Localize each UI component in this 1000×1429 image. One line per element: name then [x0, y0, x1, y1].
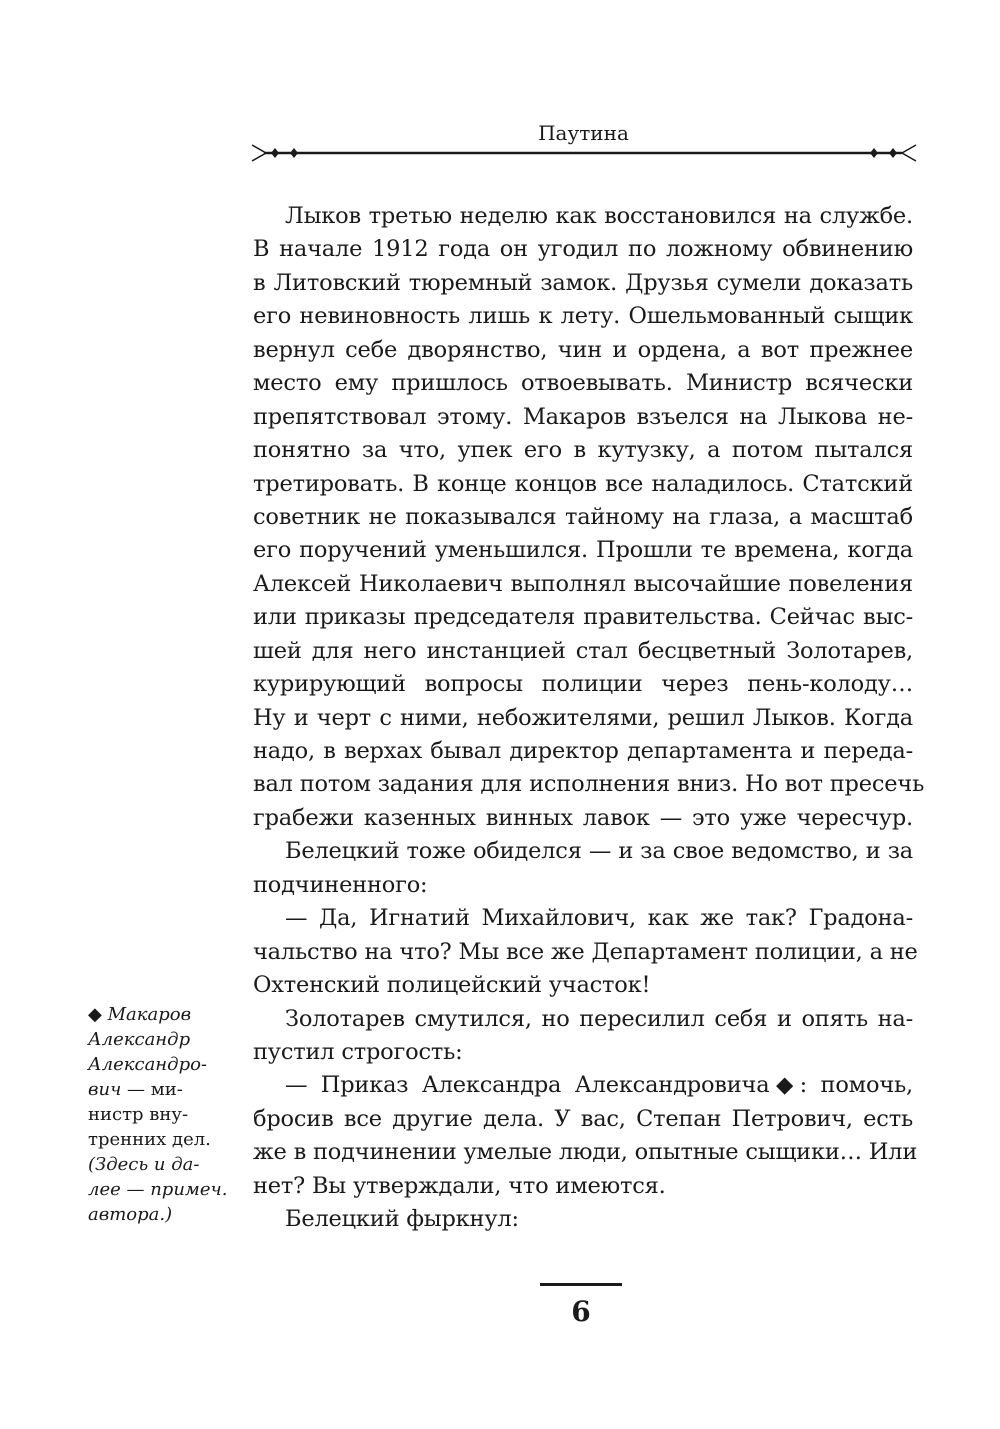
text-line: же в подчинении умелые люди, опытные сыщики… Или: [253, 1139, 918, 1166]
sidenote-text: (Здесь и да-: [88, 1154, 200, 1175]
text-line: его поручений уменьшился. Прошли те времена, когда: [253, 537, 913, 564]
text-line: в Литовский тюремный замок. Друзья сумели доказать: [253, 269, 913, 296]
sidenote-text: тренних дел.: [88, 1129, 211, 1150]
text-line: — Приказ Александра Александровича◆: помочь,: [285, 1072, 913, 1099]
text-line: Белецкий фыркнул:: [285, 1206, 519, 1233]
sidenote-text: — ми-: [121, 1079, 183, 1100]
text-line: нет? Вы утверждали, что имеются.: [253, 1172, 666, 1199]
text-line: Охтенский полицейский участок!: [253, 972, 651, 999]
text-line: надо, в верхах бывал директор департамента и переда-: [253, 738, 913, 764]
sidenote-text: вич: [88, 1079, 122, 1100]
sidenote-text: нистр вну-: [88, 1104, 189, 1125]
sidenote-text: лее — примеч.: [88, 1179, 228, 1200]
footnote-sidenote: [88, 1002, 228, 1227]
text-line: Ну и черт с ними, небожителями, решил Лыков. Когда: [253, 704, 913, 731]
text-line: бросив все другие дела. У вас, Степан Петрович, есть: [253, 1105, 913, 1132]
page-number: 6: [571, 1295, 591, 1328]
text-line: подчиненного:: [253, 871, 428, 898]
text-line: Белецкий тоже обиделся — и за свое ведомство, и за: [285, 838, 913, 865]
sidenote-text: автора.): [88, 1204, 173, 1225]
sidenote-line: [88, 1152, 228, 1177]
text-line: курирующий вопросы полиции через пень-колоду…: [253, 671, 913, 698]
body-text: [253, 200, 925, 1237]
text-line: или приказы председателя правительства. Сейчас выс-: [253, 604, 913, 631]
sidenote-text: Макаров: [107, 1004, 192, 1025]
text-line: препятствовал этому. Макаров взъелся на Лыкова не-: [253, 403, 913, 430]
text-line: советник не показывался тайному на глаза, а масштаб: [253, 503, 913, 530]
sidenote-line: [88, 1077, 228, 1102]
text-line: грабежи казенных винных лавок — это уже чересчур.: [253, 804, 913, 831]
text-line: его невиновность лишь к лету. Ошельмованный сыщик: [253, 303, 913, 330]
text-line: шей для него инстанцией стал бесцветный Золотарев,: [253, 637, 913, 664]
sidenote-text: Александро-: [88, 1054, 208, 1075]
text-line: чальство на что? Мы все же Департамент полиции, а не: [253, 938, 918, 965]
text-line: место ему пришлось отвоевывать. Министр всячески: [253, 370, 913, 397]
sidenote-line: [88, 1102, 228, 1127]
sidenote-line: [88, 1177, 228, 1202]
text-line: Золотарев смутился, но пересилил себя и опять на-: [285, 1005, 913, 1032]
running-head: Паутина: [538, 121, 629, 145]
text-line: Лыков третью неделю как восстановился на службе.: [285, 203, 913, 229]
sidenote-text: ◆: [88, 1004, 108, 1025]
text-line: пустил строгость:: [253, 1038, 463, 1065]
sidenote-line: [88, 1202, 228, 1227]
text-line: — Да, Игнатий Михайлович, как же так? Градона-: [285, 905, 913, 932]
sidenote-text: Александр: [88, 1029, 191, 1050]
sidenote-line: [88, 1127, 228, 1152]
folio-rule: [540, 1283, 622, 1286]
text-line: третировать. В конце концов все наладилось. Статский: [253, 470, 913, 497]
text-line: понятно за что, упек его в кутузку, а потом пытался: [253, 437, 913, 464]
sidenote-line: [88, 1052, 228, 1077]
text-line: вал потом задания для исполнения вниз. Но вот пресечь: [253, 771, 925, 798]
text-line: В начале 1912 года он угодил по ложному обвинению: [253, 236, 913, 263]
ornamental-rule: [250, 140, 918, 166]
sidenote-line: [88, 1027, 228, 1052]
text-line: вернул себе дворянство, чин и ордена, а вот прежнее: [253, 336, 913, 363]
sidenote-line: [88, 1002, 228, 1027]
text-line: Алексей Николаевич выполнял высочайшие повеления: [253, 570, 913, 597]
